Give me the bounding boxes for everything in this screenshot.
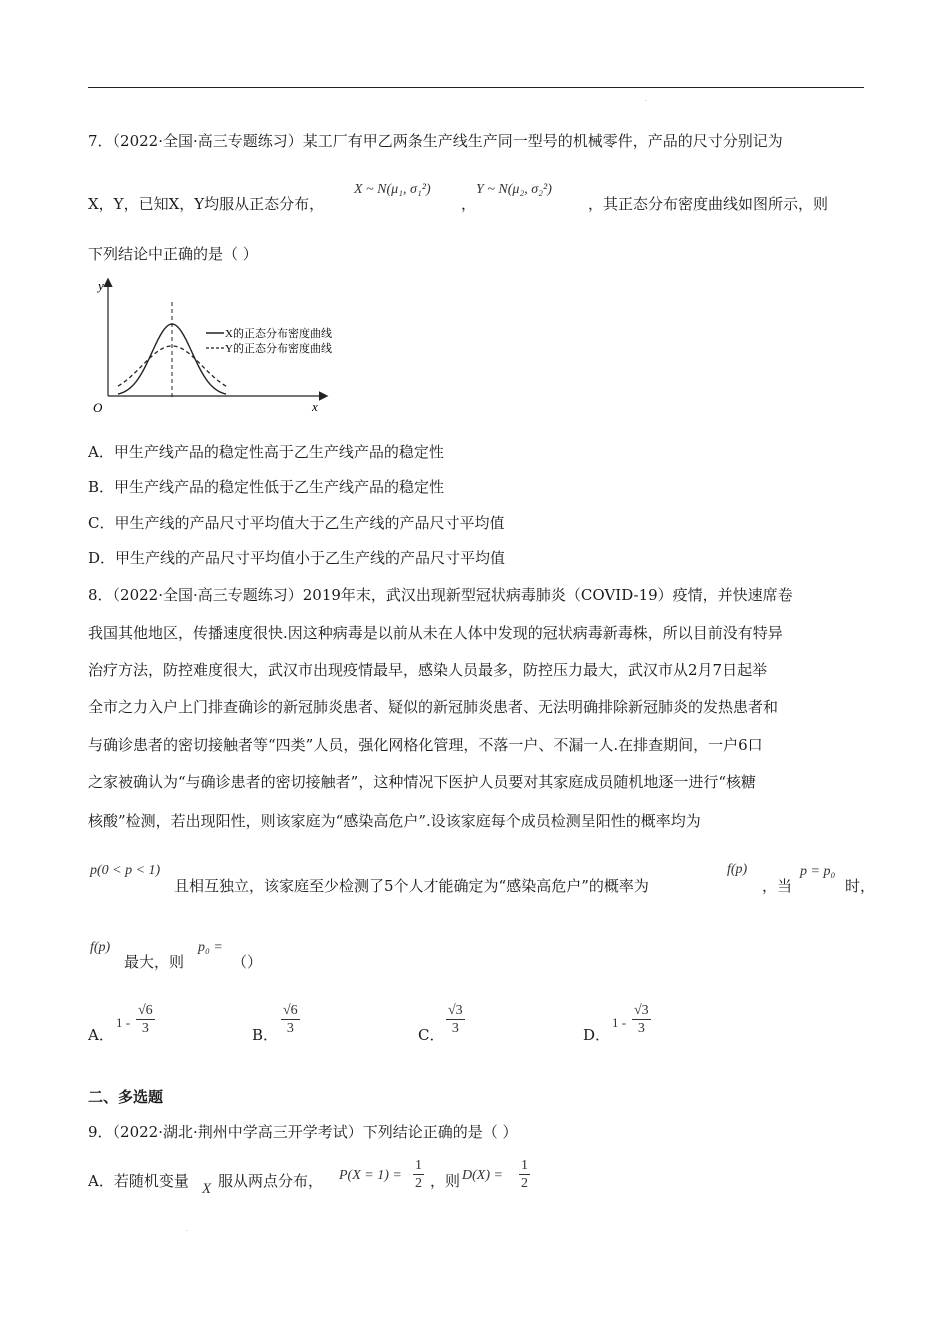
q8-option-d-label: D．: [583, 1026, 611, 1044]
origin-label: O: [93, 400, 103, 415]
q7-option-b: B．甲生产线产品的稳定性低于乙生产线产品的稳定性: [88, 478, 445, 496]
q7-line-1: 7．（2022·全国·高三专题练习）某工厂有甲乙两条生产线生产同一型号的机械零件，产品的尺寸分别记为: [88, 132, 783, 150]
q8-option-c-label: C．: [418, 1026, 445, 1044]
q8-line-8: 且相互独立，该家庭至少检测了5个人才能确定为“感染高危户”的概率为: [174, 877, 649, 895]
header-rule: [88, 87, 864, 88]
q8-option-d-prefix: 1 -: [612, 1015, 627, 1030]
q8-option-d-fraction: [632, 1002, 651, 1037]
legend-x-label: X的正态分布密度曲线: [225, 328, 332, 340]
q7-formula-x: X ~ N(μ₁, σ₁²): [354, 182, 431, 197]
q9-half-numerator-2: 1: [521, 1158, 528, 1173]
q9-variable-x: X: [202, 1181, 212, 1197]
q9-then: ，则: [430, 1172, 461, 1190]
q8-option-b-denominator: 3: [286, 1021, 294, 1036]
q9-probability: P(X = 1) =: [339, 1168, 402, 1183]
q7-line-3: 下列结论中正确的是（ ）: [88, 245, 258, 263]
q8-line-4: 全市之力入户上门排查确诊的新冠肺炎患者、疑似的新冠肺炎患者、无法明确排除新冠肺炎的发热患者和: [88, 698, 779, 716]
q8-option-a-denominator: 3: [141, 1021, 149, 1036]
q9-half-fraction-1: [413, 1157, 424, 1192]
scan-dot-2: .: [186, 1226, 188, 1233]
q8-line-6: 之家被确认为“与确诊患者的密切接触者”，这种情况下医护人员要对其家庭成员随机地逐一进行“核糖: [88, 773, 757, 791]
q7-option-d: D．甲生产线的产品尺寸平均值小于乙生产线的产品尺寸平均值: [88, 549, 506, 567]
q9-line-1: 9．（2022·湖北·荆州中学高三开学考试）下列结论正确的是（ ）: [88, 1123, 518, 1141]
y-axis-label: y: [98, 278, 104, 293]
q8-option-b-fraction: [281, 1002, 300, 1037]
x-axis-label: x: [312, 399, 318, 414]
normal-distribution-figure: [88, 272, 348, 418]
q7-option-a: A．甲生产线产品的稳定性高于乙生产线产品的稳定性: [88, 443, 444, 461]
q8-paren: （）: [232, 953, 263, 971]
q8-option-b-label: B．: [252, 1026, 279, 1044]
q9-half-denominator-2: 2: [521, 1176, 528, 1191]
q8-option-c-denominator: 3: [451, 1021, 459, 1036]
q8-line-3: 治疗方法，防控难度很大，武汉市出现疫情最早，感染人员最多，防控压力最大，武汉市从2月7日起举: [88, 661, 768, 679]
q8-option-c-numerator: √3: [448, 1003, 463, 1018]
q8-fp: f(p): [727, 862, 748, 877]
q7-formula-y: Y ~ N(μ₂, σ₂²): [476, 182, 552, 197]
q9-half-denominator-1: 2: [415, 1176, 422, 1191]
q7-line-2a: X，Y，已知X，Y均服从正态分布，: [88, 195, 325, 213]
q8-option-d-numerator: √3: [634, 1003, 649, 1018]
q8-option-a-numerator: √6: [138, 1003, 153, 1018]
section-heading-multi-choice: 二、多选题: [88, 1088, 164, 1106]
legend-y-label: Y的正态分布密度曲线: [225, 343, 332, 355]
q8-line-7: 核酸”检测，若出现阳性，则该家庭为“感染高危户”.设该家庭每个成员检测呈阳性的概率均为: [88, 812, 701, 830]
scan-dot: .: [645, 96, 647, 103]
q8-line-1: 8．（2022·全国·高三专题练习）2019年末，武汉出现新型冠状病毒肺炎（COVID-19）疫情，并快速席卷: [88, 586, 793, 604]
q8-option-d-denominator: 3: [637, 1021, 645, 1036]
q7-option-c: C．甲生产线的产品尺寸平均值大于乙生产线的产品尺寸平均值: [88, 514, 505, 532]
q7-line-2b: ，其正态分布密度曲线如图所示，则: [588, 195, 829, 213]
q9-half-numerator-1: 1: [415, 1158, 422, 1173]
q8-option-b-numerator: √6: [283, 1003, 298, 1018]
q9-variance: D(X) =: [462, 1168, 503, 1183]
q8-fp-2: f(p): [90, 940, 111, 955]
q8-p0-equals: p₀ =: [198, 940, 223, 955]
q8-when: ，当: [762, 877, 793, 895]
q8-line-2: 我国其他地区，传播速度很快.因这种病毒是以前从未在人体中发现的冠状病毒新毒株，所以目前没有特异: [88, 624, 783, 642]
q8-option-a-label: A．: [88, 1026, 114, 1044]
q9-option-a-part2: 服从两点分布，: [218, 1172, 324, 1190]
q8-line-9: 最大，则: [124, 953, 185, 971]
y-density-curve: [118, 346, 228, 387]
q8-line-5: 与确诊患者的密切接触者等“四类”人员，强化网格化管理，不落一户、不漏一人.在排查期间，一户6口: [88, 736, 763, 754]
q8-time: 时，: [845, 877, 876, 895]
q7-comma: ，: [461, 195, 477, 213]
q8-option-a-prefix: 1 -: [116, 1015, 131, 1030]
q8-option-c-fraction: [446, 1002, 465, 1037]
q8-p-equals-p0: p = p₀: [800, 864, 836, 879]
q8-condition: p(0 < p < 1): [90, 863, 161, 878]
q9-option-a-part1: A．若随机变量: [88, 1172, 189, 1190]
q9-half-fraction-2: [519, 1157, 530, 1192]
q8-option-a-fraction: [136, 1002, 155, 1037]
